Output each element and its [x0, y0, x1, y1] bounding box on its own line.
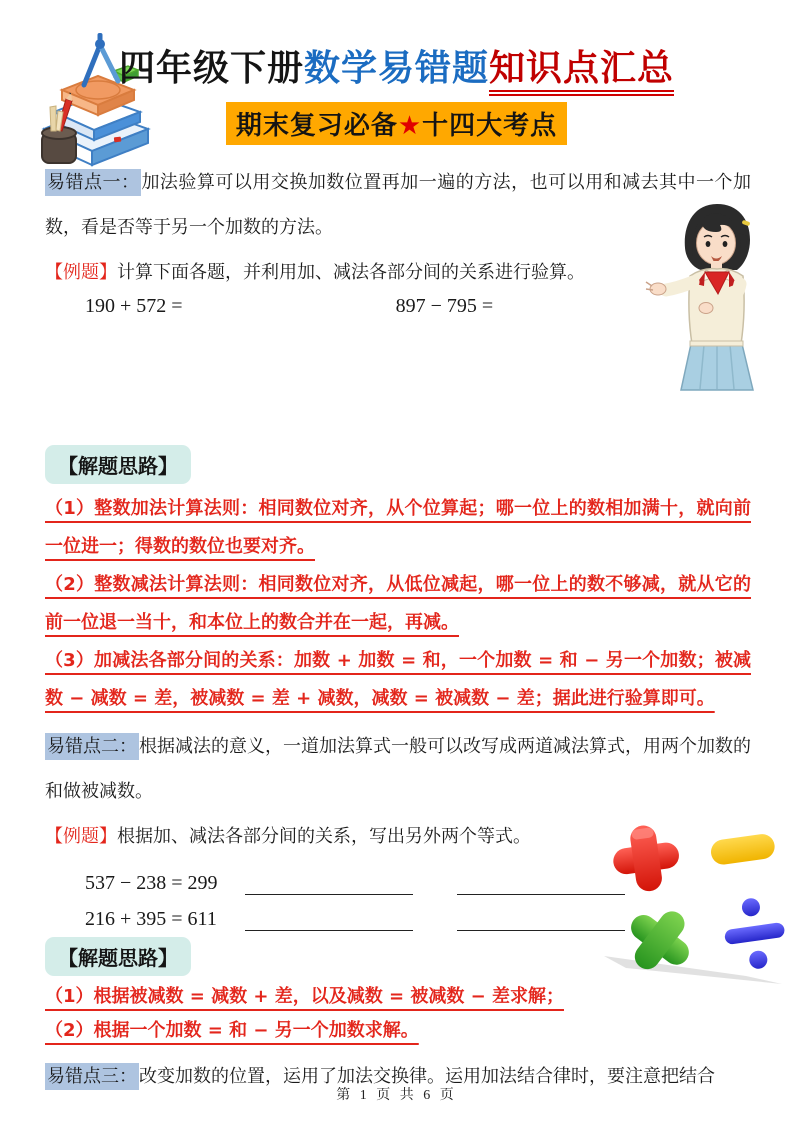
solution-point: （1）整数加法计算法则：相同数位对齐，从个位算起；哪一位上的数相加满十，就向前一位进一；得数的数位也要对齐。 — [45, 498, 751, 557]
page-title — [0, 40, 793, 91]
solution-box-label: 【解题思路】 — [45, 937, 191, 976]
equation: 190 + 572 = — [85, 295, 183, 317]
equation: 537 − 238 = 299 — [85, 872, 218, 894]
point2-paragraph — [45, 724, 751, 814]
point2-text: 根据减法的意义，一道加法算式一般可以改写成两道减法算式，用两个加数的和做被减数。 — [45, 736, 751, 802]
workspace-blank-area — [45, 325, 751, 445]
solution-point: （3）加减法各部分间的关系：加数 + 加数 = 和，一个加数 = 和 − 另一个加数；被减数 − 减数 = 差，被减数 = 差 + 减数，减数 = 被减数 − 差；据此进行验算即可。 — [45, 650, 751, 709]
solution-point: （2）根据一个加数 = 和 − 另一个加数求解。 — [45, 1020, 419, 1041]
title-grade-part: 四年级下册 — [118, 48, 304, 89]
star-icon: ★ — [397, 111, 423, 141]
answer-blank-line — [457, 868, 625, 895]
answer-blank-line — [457, 904, 625, 931]
point1-paragraph — [45, 160, 751, 250]
solution-box-label: 【解题思路】 — [45, 445, 191, 484]
solution-point: （1）根据被减数 = 减数 + 差，以及减数 = 被减数 − 差求解； — [45, 986, 564, 1007]
point3-text: 改变加数的位置，运用了加法交换律。运用加法结合律时，要注意把结合 — [139, 1066, 715, 1087]
page-header — [0, 40, 793, 145]
solution-point: （2）整数减法计算法则：相同数位对齐，从低位减起，哪一位上的数不够减，就从它的前一位退一当十，和本位上的数合并在一起，再减。 — [45, 574, 751, 633]
point2-equation-row — [45, 899, 751, 931]
point2-equation-row — [45, 863, 751, 895]
equation: 897 − 795 = — [395, 295, 494, 317]
point2-label: 易错点二： — [45, 733, 139, 760]
point1-text: 加法验算可以用交换加数位置再加一遍的方法，也可以用和减去其中一个加数，看是否等于另一个加数的方法。 — [45, 172, 752, 238]
point2-example — [45, 814, 751, 859]
subtitle-banner — [226, 102, 567, 145]
equation: 216 + 395 = 611 — [85, 908, 217, 930]
example-label: 【例题】 — [45, 826, 117, 847]
worksheet-content — [45, 160, 751, 1099]
point1-label: 易错点一： — [45, 169, 141, 196]
title-summary-part: 知识点汇总 — [489, 48, 674, 96]
subtitle-suffix: 十四大考点 — [422, 111, 558, 141]
example-text: 根据加、减法各部分间的关系，写出另外两个等式。 — [117, 826, 531, 847]
point1-example — [45, 250, 751, 295]
title-subject-part: 数学易错题 — [303, 48, 489, 89]
answer-blank-line — [245, 868, 413, 895]
example-label: 【例题】 — [45, 262, 117, 283]
subtitle-prefix: 期末复习必备 — [235, 111, 398, 141]
subtitle-row — [0, 102, 793, 145]
answer-blank-line — [245, 904, 413, 931]
point3-label: 易错点三： — [45, 1063, 139, 1090]
point1-equations-row — [45, 295, 751, 325]
example-text: 计算下面各题，并利用加、减法各部分间的关系进行验算。 — [117, 262, 585, 283]
page-number-footer: 第 1 页 共 6 页 — [336, 1088, 457, 1103]
